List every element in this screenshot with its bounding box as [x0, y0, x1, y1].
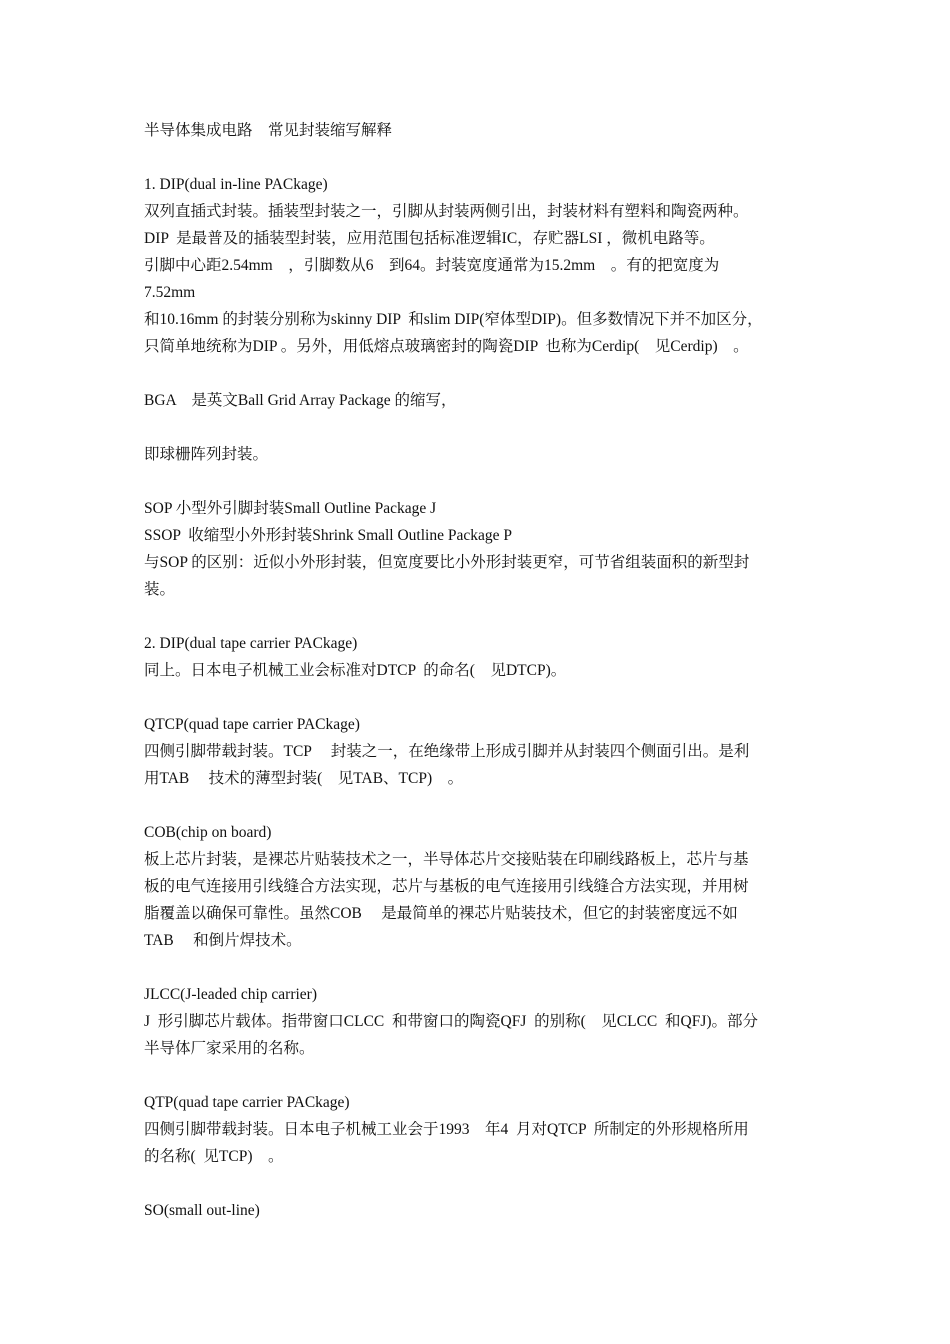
- document-page: [144, 117, 816, 1224]
- paragraph-line: 脂覆盖以确保可靠性。虽然COB 是最简单的裸芯片贴装技术，但它的封装密度远不如: [144, 905, 738, 922]
- spacer: [144, 792, 816, 819]
- paragraph-line: 装。: [144, 581, 176, 598]
- paragraph-line: 板的电气连接用引线缝合方法实现，芯片与基板的电气连接用引线缝合方法实现，并用树: [144, 878, 749, 895]
- paragraph-line: 只简单地统称为DIP 。另外，用低熔点玻璃密封的陶瓷DIP 也称为Cerdip( 见Cerdip) 。: [144, 338, 749, 355]
- spacer: [144, 603, 816, 630]
- paragraph-line: 四侧引脚带载封装。TCP 封装之一，在绝缘带上形成引脚并从封装四个侧面引出。是利: [144, 743, 750, 760]
- paragraph-line: BGA 是英文Ball Grid Array Package 的缩写，: [144, 392, 457, 409]
- section-heading: QTCP(quad tape carrier PACkage): [144, 716, 360, 733]
- spacer: [144, 1170, 816, 1197]
- section-heading: SO(small out-line): [144, 1202, 260, 1219]
- paragraph-line: 即球栅阵列封装。: [144, 446, 269, 463]
- paragraph-line: 与SOP 的区别：近似小外形封装，但宽度要比小外形封装更窄，可节省组装面积的新型封: [144, 554, 750, 571]
- section-heading: 2. DIP(dual tape carrier PACkage): [144, 635, 358, 652]
- spacer: [144, 468, 816, 495]
- paragraph-line: 双列直插式封装。插装型封装之一，引脚从封装两侧引出，封装材料有塑料和陶瓷两种。: [144, 203, 749, 220]
- paragraph-line: J 形引脚芯片载体。指带窗口CLCC 和带窗口的陶瓷QFJ 的别称( 见CLCC 和QFJ)。部分: [144, 1013, 759, 1030]
- paragraph-line: DIP 是最普及的插装型封装，应用范围包括标准逻辑IC，存贮器LSI ，微机电路等。: [144, 230, 715, 247]
- section-heading: JLCC(J-leaded chip carrier): [144, 986, 318, 1003]
- spacer: [144, 414, 816, 441]
- paragraph-line: 同上。日本电子机械工业会标准对DTCP 的命名( 见DTCP)。: [144, 662, 567, 679]
- paragraph-line: 半导体厂家采用的名称。: [144, 1040, 315, 1057]
- paragraph-line: 引脚中心距2.54mm ，引脚数从6 到64。封装宽度通常为15.2mm 。有的把宽度为: [144, 257, 720, 274]
- spacer: [144, 954, 816, 981]
- section-heading: 1. DIP(dual in-line PACkage): [144, 176, 328, 193]
- paragraph-line: SOP 小型外引脚封装Small Outline Package J: [144, 500, 437, 517]
- paragraph-line: SSOP 收缩型小外形封装Shrink Small Outline Package P: [144, 527, 512, 544]
- paragraph-line: 7.52mm: [144, 284, 196, 301]
- paragraph-line: TAB 和倒片焊技术。: [144, 932, 302, 949]
- paragraph-line: 的名称( 见TCP) 。: [144, 1148, 284, 1165]
- section-heading: COB(chip on board): [144, 824, 272, 841]
- spacer: [144, 684, 816, 711]
- paragraph-line: 四侧引脚带载封装。日本电子机械工业会于1993 年4 月对QTCP 所制定的外形规格所用: [144, 1121, 749, 1138]
- spacer: [144, 144, 816, 171]
- document-title: 半导体集成电路 常见封装缩写解释: [144, 122, 393, 139]
- paragraph-line: 和10.16mm 的封装分别称为skinny DIP 和slim DIP(窄体型DIP)。但多数情况下并不加区分，: [144, 311, 763, 328]
- paragraph-line: 板上芯片封装，是裸芯片贴装技术之一，半导体芯片交接贴装在印刷线路板上，芯片与基: [144, 851, 749, 868]
- paragraph-line: 用TAB 技术的薄型封装( 见TAB、TCP) 。: [144, 770, 464, 787]
- section-heading: QTP(quad tape carrier PACkage): [144, 1094, 350, 1111]
- spacer: [144, 1062, 816, 1089]
- spacer: [144, 360, 816, 387]
